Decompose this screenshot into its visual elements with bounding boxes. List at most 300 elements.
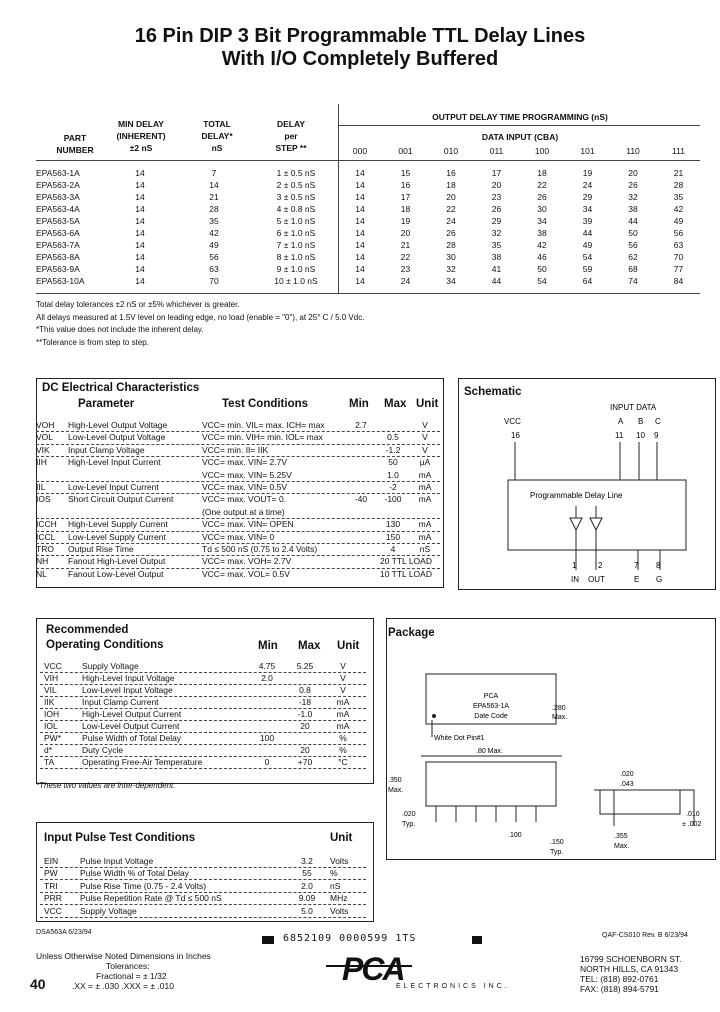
delay-value: 22 bbox=[400, 252, 411, 262]
total-delay: 14 bbox=[209, 180, 219, 190]
pin-b: 10 bbox=[636, 431, 645, 440]
label-a: A bbox=[618, 417, 624, 426]
pulse-unit-header: Unit bbox=[330, 832, 353, 844]
row-rule bbox=[40, 917, 366, 918]
pulse-unit: Volts bbox=[330, 856, 349, 866]
rec-parameter: Pulse Width of Total Delay bbox=[82, 733, 182, 743]
dc-unit: nS bbox=[419, 544, 431, 554]
delay-value: 17 bbox=[400, 192, 411, 202]
delay-value: 35 bbox=[673, 192, 684, 202]
barcode-block bbox=[472, 936, 482, 944]
delay-value: 14 bbox=[355, 180, 365, 190]
dc-symbol: VOL bbox=[36, 432, 54, 443]
g-label: G bbox=[656, 575, 663, 584]
row-rule bbox=[36, 493, 440, 494]
rec-parameter: Low-Level Output Current bbox=[82, 721, 180, 731]
pulse-value: 5.0 bbox=[301, 905, 313, 916]
dim-280-max: Max. bbox=[552, 714, 568, 721]
delay-value: 26 bbox=[491, 204, 502, 214]
pin-2: 2 bbox=[598, 561, 603, 570]
rec-parameter: High-Level Output Current bbox=[82, 709, 182, 719]
dc-parameter: Low-Level Supply Current bbox=[68, 531, 166, 542]
delay-value: 34 bbox=[537, 216, 547, 226]
rec-parameter: Operating Free-Air Temperature bbox=[82, 757, 203, 767]
in-label: IN bbox=[571, 575, 579, 584]
delay-value: 26 bbox=[537, 192, 547, 202]
rec-unit: mA bbox=[336, 709, 350, 719]
side-body bbox=[426, 762, 556, 806]
delay-value: 14 bbox=[355, 204, 365, 214]
dc-max: -1.2 bbox=[385, 444, 401, 455]
delay-value: 14 bbox=[355, 168, 365, 178]
rec-rows bbox=[0, 661, 380, 773]
row-rule bbox=[36, 431, 440, 432]
dc-unit: mA bbox=[418, 482, 432, 492]
delay-value: 32 bbox=[446, 264, 456, 274]
delay-per-step: 6 ± 1.0 nS bbox=[276, 228, 316, 238]
doc-code: DSA563A 6/23/94 bbox=[36, 929, 92, 936]
dc-parameter: High-Level Output Voltage bbox=[68, 420, 168, 430]
address-tel: TEL: (818) 892-0761 bbox=[580, 974, 659, 984]
rec-unit: % bbox=[339, 733, 347, 743]
rec-unit: V bbox=[340, 673, 346, 683]
pin-7: 7 bbox=[634, 561, 639, 570]
code-6: 110 bbox=[626, 146, 640, 156]
dc-condition: VCC= min. VIH= min. IOL= max bbox=[202, 432, 323, 443]
rec-note: *These two values are inter-dependent. bbox=[36, 781, 176, 790]
pulse-value: 2.0 bbox=[301, 880, 313, 891]
row-rule bbox=[36, 568, 440, 569]
dc-symbol: ICCH bbox=[36, 519, 57, 530]
delay-value: 64 bbox=[582, 276, 593, 286]
part-number: EPA563-9A bbox=[36, 264, 80, 274]
delay-row bbox=[36, 264, 696, 274]
address-block bbox=[580, 954, 682, 994]
rec-symbol: IIK bbox=[44, 697, 55, 707]
vcc-pin: 16 bbox=[511, 431, 520, 440]
dc-max: 50 bbox=[388, 457, 398, 468]
rec-max: 5.25 bbox=[296, 661, 314, 671]
dc-symbol: TRO bbox=[36, 544, 54, 554]
col-min-line1: MIN DELAY bbox=[118, 119, 164, 129]
dc-max: 10 TTL LOAD bbox=[380, 568, 432, 579]
rec-symbol: IOH bbox=[44, 709, 60, 719]
col-part-line2: NUMBER bbox=[56, 145, 94, 155]
rec-unit: mA bbox=[336, 697, 350, 707]
dc-max-header: Max bbox=[384, 398, 407, 410]
min-delay: 14 bbox=[135, 216, 145, 226]
address-street: 16799 SCHOENBORN ST. bbox=[580, 954, 682, 964]
pin-a: 11 bbox=[615, 431, 624, 440]
dc-condition: VCC= min. VIL= max. ICH= max bbox=[202, 420, 325, 430]
total-delay: 7 bbox=[211, 168, 217, 178]
delay-value: 14 bbox=[355, 264, 365, 274]
pulse-parameter: Pulse Rise Time (0.75 - 2.4 Volts) bbox=[80, 880, 207, 891]
rec-unit: V bbox=[340, 685, 346, 695]
dc-symbol: IIL bbox=[36, 482, 46, 492]
dc-condition: VCC= max. VIN= 5.25V bbox=[202, 469, 292, 480]
row-rule bbox=[36, 481, 440, 482]
dc-parameter: Low-Level Input Current bbox=[68, 482, 159, 492]
delay-value: 42 bbox=[673, 204, 684, 214]
dims-note: Unless Otherwise Noted Dimensions in Inches bbox=[36, 951, 211, 961]
delay-value: 18 bbox=[400, 204, 411, 214]
row-rule bbox=[36, 531, 440, 532]
address-fax: FAX: (818) 894-5791 bbox=[580, 984, 659, 994]
delay-per-step: 1 ± 0.5 nS bbox=[276, 168, 316, 178]
part-number: EPA563-8A bbox=[36, 252, 80, 262]
pulse-parameter: Pulse Width % of Total Delay bbox=[80, 868, 189, 879]
address-city: NORTH HILLS, CA 91343 bbox=[580, 964, 679, 974]
delay-value: 44 bbox=[628, 216, 638, 226]
delay-value: 20 bbox=[628, 168, 638, 178]
schematic-diagram bbox=[458, 378, 714, 588]
min-delay: 14 bbox=[135, 252, 145, 262]
dc-rows bbox=[0, 420, 450, 585]
delay-value: 14 bbox=[355, 252, 365, 262]
code-row bbox=[340, 146, 700, 158]
total-delay: 21 bbox=[209, 192, 219, 202]
schematic-title: Schematic bbox=[464, 386, 522, 398]
delay-value: 15 bbox=[400, 168, 411, 178]
rec-unit-header: Unit bbox=[337, 640, 360, 652]
part-number: EPA563-5A bbox=[36, 216, 80, 226]
dc-max: 130 bbox=[385, 519, 401, 530]
pulse-value: 3.2 bbox=[301, 856, 313, 866]
delay-value: 44 bbox=[582, 228, 593, 238]
label-b: B bbox=[638, 417, 644, 426]
col-total-line2: DELAY* bbox=[201, 131, 233, 141]
chip-part: EPA563-1A bbox=[472, 703, 510, 710]
code-0: 000 bbox=[352, 146, 368, 156]
delay-row bbox=[36, 216, 696, 226]
note-2: All delays measured at 1.5V level on leading edge, no load (enable = "0"), at 25° C / 5.0 Vdc. bbox=[36, 312, 365, 322]
pin-8: 8 bbox=[656, 561, 661, 570]
delay-value: 23 bbox=[400, 264, 411, 274]
part-number: EPA563-4A bbox=[36, 204, 80, 214]
pulse-rows bbox=[0, 856, 380, 920]
dc-condition: (One output at a time) bbox=[202, 506, 285, 517]
dc-condition: VCC= max. VIN= 0 bbox=[202, 531, 275, 542]
row-rule bbox=[36, 543, 440, 544]
delay-value: 39 bbox=[582, 216, 593, 226]
delay-value: 23 bbox=[491, 192, 502, 202]
pulse-value: 9.09 bbox=[298, 893, 316, 904]
pulse-title: Input Pulse Test Conditions bbox=[44, 832, 196, 844]
delay-per-step: 2 ± 0.5 nS bbox=[276, 180, 316, 190]
rec-max: 20 bbox=[300, 721, 310, 731]
delay-per-step: 4 ± 0.8 nS bbox=[276, 204, 316, 214]
rec-max: +70 bbox=[297, 757, 313, 767]
dim-350: .350 bbox=[388, 777, 402, 784]
dc-unit: V bbox=[422, 444, 428, 455]
label-c: C bbox=[655, 417, 661, 426]
delay-rows bbox=[0, 168, 720, 292]
delay-value: 50 bbox=[537, 264, 547, 274]
pin1-dot bbox=[432, 714, 436, 718]
rec-min: 100 bbox=[259, 733, 275, 743]
delay-value: 19 bbox=[582, 168, 593, 178]
dc-parameter: High-Level Supply Current bbox=[68, 519, 168, 530]
delay-value: 38 bbox=[628, 204, 638, 214]
delay-value: 24 bbox=[400, 276, 411, 286]
dc-unit: V bbox=[422, 420, 428, 430]
delay-value: 26 bbox=[446, 228, 456, 238]
delay-value: 63 bbox=[673, 240, 684, 250]
dc-parameter: Input Clamp Voltage bbox=[68, 444, 145, 455]
dc-parameter: Output Rise Time bbox=[68, 544, 134, 554]
delay-value: 20 bbox=[446, 192, 456, 202]
delay-value: 44 bbox=[491, 276, 502, 286]
col-delay-header bbox=[256, 118, 326, 154]
total-delay: 42 bbox=[209, 228, 219, 238]
tolerance-fraction: Fractional = ± 1/32 bbox=[96, 971, 167, 981]
min-delay: 14 bbox=[135, 180, 145, 190]
col-min-header bbox=[106, 118, 176, 154]
delay-value: 26 bbox=[628, 180, 638, 190]
delay-value: 42 bbox=[537, 240, 547, 250]
dc-symbol: IOS bbox=[36, 494, 51, 505]
total-delay: 49 bbox=[209, 240, 219, 250]
delay-per-step: 7 ± 1.0 nS bbox=[276, 240, 316, 250]
pulse-symbol: PW bbox=[44, 868, 58, 879]
pulse-unit: Volts bbox=[330, 905, 349, 916]
delay-value: 16 bbox=[446, 168, 456, 178]
rec-parameter: Low-Level Input Voltage bbox=[82, 685, 173, 695]
pulse-parameter: Supply Voltage bbox=[80, 905, 137, 916]
rec-title-2: Operating Conditions bbox=[46, 639, 164, 651]
dc-unit: mA bbox=[418, 531, 432, 542]
col-total-line3: nS bbox=[211, 143, 223, 153]
min-delay: 14 bbox=[135, 204, 145, 214]
tolerances-label: Tolerances: bbox=[106, 961, 150, 971]
dc-title: DC Electrical Characteristics bbox=[42, 382, 200, 394]
dc-unit: V bbox=[422, 432, 428, 443]
note-4: **Tolerance is from step to step. bbox=[36, 337, 149, 347]
delay-line-label: Programmable Delay Line bbox=[530, 491, 623, 500]
delay-value: 46 bbox=[537, 252, 547, 262]
dim-typ2: Typ. bbox=[550, 849, 564, 856]
e-label: E bbox=[634, 575, 640, 584]
delay-per-step: 10 ± 1.0 nS bbox=[274, 276, 318, 286]
dim-002: ± .002 bbox=[682, 821, 702, 828]
part-number: EPA563-2A bbox=[36, 180, 80, 190]
rec-parameter: High-Level Input Voltage bbox=[82, 673, 175, 683]
barcode-block bbox=[262, 936, 274, 944]
col-total-header bbox=[182, 118, 252, 154]
rec-max: -18 bbox=[298, 697, 312, 707]
delay-value: 35 bbox=[491, 240, 502, 250]
dim-80: .80 Max. bbox=[476, 748, 503, 755]
dim-350-max: Max. bbox=[388, 787, 404, 794]
delay-row bbox=[36, 228, 696, 238]
dc-max: 20 TTL LOAD bbox=[380, 556, 432, 567]
tolerances-block bbox=[36, 951, 211, 991]
delay-row bbox=[36, 276, 696, 286]
dim-150: .150 bbox=[550, 839, 564, 846]
delay-value: 56 bbox=[673, 228, 684, 238]
barcode-text: 6852109 0000599 1TS bbox=[283, 933, 417, 944]
rec-symbol: VIL bbox=[44, 685, 57, 695]
rec-parameter: Duty Cycle bbox=[82, 745, 124, 755]
tolerance-decimal: .XX = ± .030 .XXX = ± .010 bbox=[72, 981, 174, 991]
dc-symbol: VOH bbox=[36, 420, 55, 430]
rec-symbol: TA bbox=[44, 757, 55, 767]
page-number: 40 bbox=[30, 976, 46, 992]
delay-value: 14 bbox=[355, 216, 365, 226]
title-line-2: With I/O Completely Buffered bbox=[221, 48, 499, 70]
dc-unit: mA bbox=[418, 519, 432, 530]
delay-row bbox=[36, 192, 696, 202]
pulse-symbol: EIN bbox=[44, 856, 59, 866]
pulse-unit: nS bbox=[330, 880, 341, 891]
pulse-unit: % bbox=[330, 868, 338, 879]
chip-pca: PCA bbox=[483, 693, 499, 700]
pulse-parameter: Pulse Repetition Rate @ Td ≤ 500 nS bbox=[80, 893, 222, 904]
min-delay: 14 bbox=[135, 264, 145, 274]
delay-per-step: 3 ± 0.5 nS bbox=[276, 192, 316, 202]
dc-condition: VCC= max. VIN= 0.5V bbox=[202, 482, 288, 492]
dc-min: 2.7 bbox=[355, 420, 367, 430]
delay-value: 41 bbox=[491, 264, 502, 274]
package-drawing bbox=[386, 640, 714, 864]
rec-symbol: VIH bbox=[44, 673, 59, 683]
part-number: EPA563-7A bbox=[36, 240, 80, 250]
delay-value: 14 bbox=[355, 240, 365, 250]
delay-value: 24 bbox=[582, 180, 593, 190]
delay-value: 24 bbox=[446, 216, 456, 226]
rec-max-header: Max bbox=[298, 640, 321, 652]
dim-043: .043 bbox=[620, 781, 634, 788]
rec-max: -1.0 bbox=[297, 709, 313, 719]
pca-logo-sub: ELECTRONICS INC. bbox=[396, 983, 510, 990]
dc-parameter: Short Circuit Output Current bbox=[68, 494, 174, 505]
dc-max: -2 bbox=[389, 482, 397, 492]
delay-value: 59 bbox=[582, 264, 593, 274]
dc-symbol: VIK bbox=[36, 444, 50, 455]
part-number: EPA563-1A bbox=[36, 168, 80, 178]
delay-value: 17 bbox=[491, 168, 502, 178]
input-buffer-symbol bbox=[570, 518, 582, 530]
delay-value: 77 bbox=[673, 264, 684, 274]
delay-value: 32 bbox=[628, 192, 638, 202]
total-delay: 63 bbox=[209, 264, 219, 274]
delay-value: 70 bbox=[673, 252, 684, 262]
delay-value: 54 bbox=[582, 252, 593, 262]
rec-symbol: d* bbox=[44, 745, 53, 755]
delay-value: 74 bbox=[628, 276, 638, 286]
rec-min: 2.0 bbox=[261, 673, 273, 683]
delay-value: 22 bbox=[537, 180, 547, 190]
delay-value: 50 bbox=[628, 228, 638, 238]
rec-unit: mA bbox=[336, 721, 350, 731]
delay-row bbox=[36, 168, 696, 178]
row-rule bbox=[40, 768, 366, 769]
col-total-line1: TOTAL bbox=[203, 119, 231, 129]
delay-value: 29 bbox=[491, 216, 502, 226]
delay-value: 56 bbox=[628, 240, 638, 250]
min-delay: 14 bbox=[135, 240, 145, 250]
rec-min-header: Min bbox=[258, 640, 278, 652]
delay-value: 20 bbox=[400, 228, 411, 238]
dc-symbol: IIH bbox=[36, 457, 47, 468]
output-buffer-symbol bbox=[590, 518, 602, 530]
dc-unit: µA bbox=[419, 457, 431, 468]
delay-value: 49 bbox=[582, 240, 593, 250]
dc-parameter: High-Level Input Current bbox=[68, 457, 161, 468]
delay-value: 29 bbox=[582, 192, 593, 202]
delay-per-step: 5 ± 1.0 nS bbox=[276, 216, 316, 226]
dc-max: 0.5 bbox=[387, 432, 399, 443]
note-3: *This value does not include the inherent delay. bbox=[36, 325, 204, 334]
input-data-label: INPUT DATA bbox=[610, 403, 657, 412]
delay-value: 16 bbox=[400, 180, 411, 190]
dc-max: 150 bbox=[385, 531, 401, 542]
dc-min-header: Min bbox=[349, 398, 369, 410]
rec-symbol: VCC bbox=[44, 661, 62, 671]
rec-max: 20 bbox=[300, 745, 310, 755]
rec-title-1: Recommended bbox=[46, 624, 129, 636]
dim-010: .010 bbox=[686, 811, 700, 818]
rec-symbol: IOL bbox=[44, 721, 58, 731]
total-delay: 56 bbox=[209, 252, 219, 262]
dc-symbol: NH bbox=[36, 556, 49, 567]
code-5: 101 bbox=[580, 146, 595, 156]
rec-unit: % bbox=[339, 745, 347, 755]
delay-value: 30 bbox=[446, 252, 456, 262]
dc-max: 1.0 bbox=[387, 469, 399, 480]
delay-value: 14 bbox=[355, 192, 365, 202]
dc-unit: mA bbox=[418, 469, 432, 480]
min-delay: 14 bbox=[135, 192, 145, 202]
dim-020b: .020 bbox=[402, 811, 416, 818]
delay-value: 84 bbox=[673, 276, 684, 286]
qaf-code: QAF-CS010 Rev. B 6/23/94 bbox=[602, 932, 688, 939]
delay-notes bbox=[36, 299, 364, 349]
dc-symbol: ICCL bbox=[36, 531, 56, 542]
chip-date: Date Code bbox=[474, 713, 508, 720]
dim-280: .280 bbox=[552, 705, 566, 712]
rec-unit: V bbox=[340, 661, 346, 671]
delay-value: 22 bbox=[446, 204, 456, 214]
dc-unit: mA bbox=[418, 494, 432, 505]
code-4: 100 bbox=[534, 146, 550, 156]
row-rule bbox=[36, 456, 440, 457]
output-delay-header: OUTPUT DELAY TIME PROGRAMMING (nS) bbox=[432, 112, 608, 122]
dc-parameter: Fanout High-Level Output bbox=[68, 556, 166, 567]
delay-value: 19 bbox=[400, 216, 411, 226]
delay-value: 14 bbox=[355, 228, 365, 238]
delay-per-step: 9 ± 1.0 nS bbox=[276, 264, 316, 274]
pulse-parameter: Pulse Input Voltage bbox=[80, 856, 154, 866]
delay-value: 34 bbox=[446, 276, 456, 286]
delay-value: 32 bbox=[491, 228, 502, 238]
package-title: Package bbox=[388, 627, 435, 639]
code-2: 010 bbox=[443, 146, 459, 156]
col-min-line2: (INHERENT) bbox=[116, 131, 166, 141]
dc-min: -40 bbox=[354, 494, 368, 505]
end-view-body bbox=[600, 790, 680, 814]
dc-symbol: NL bbox=[36, 568, 47, 579]
note-1: Total delay tolerances ±2 nS or ±5% whichever is greater. bbox=[36, 300, 240, 309]
pin-c: 9 bbox=[654, 431, 659, 440]
dc-condition: VCC= max. VOL= 0.5V bbox=[202, 568, 290, 579]
col-min-line3: ±2 nS bbox=[129, 143, 153, 153]
delay-value: 14 bbox=[355, 276, 365, 286]
col-part-header bbox=[40, 132, 110, 156]
total-delay: 35 bbox=[209, 216, 219, 226]
dc-unit-header: Unit bbox=[416, 398, 439, 410]
